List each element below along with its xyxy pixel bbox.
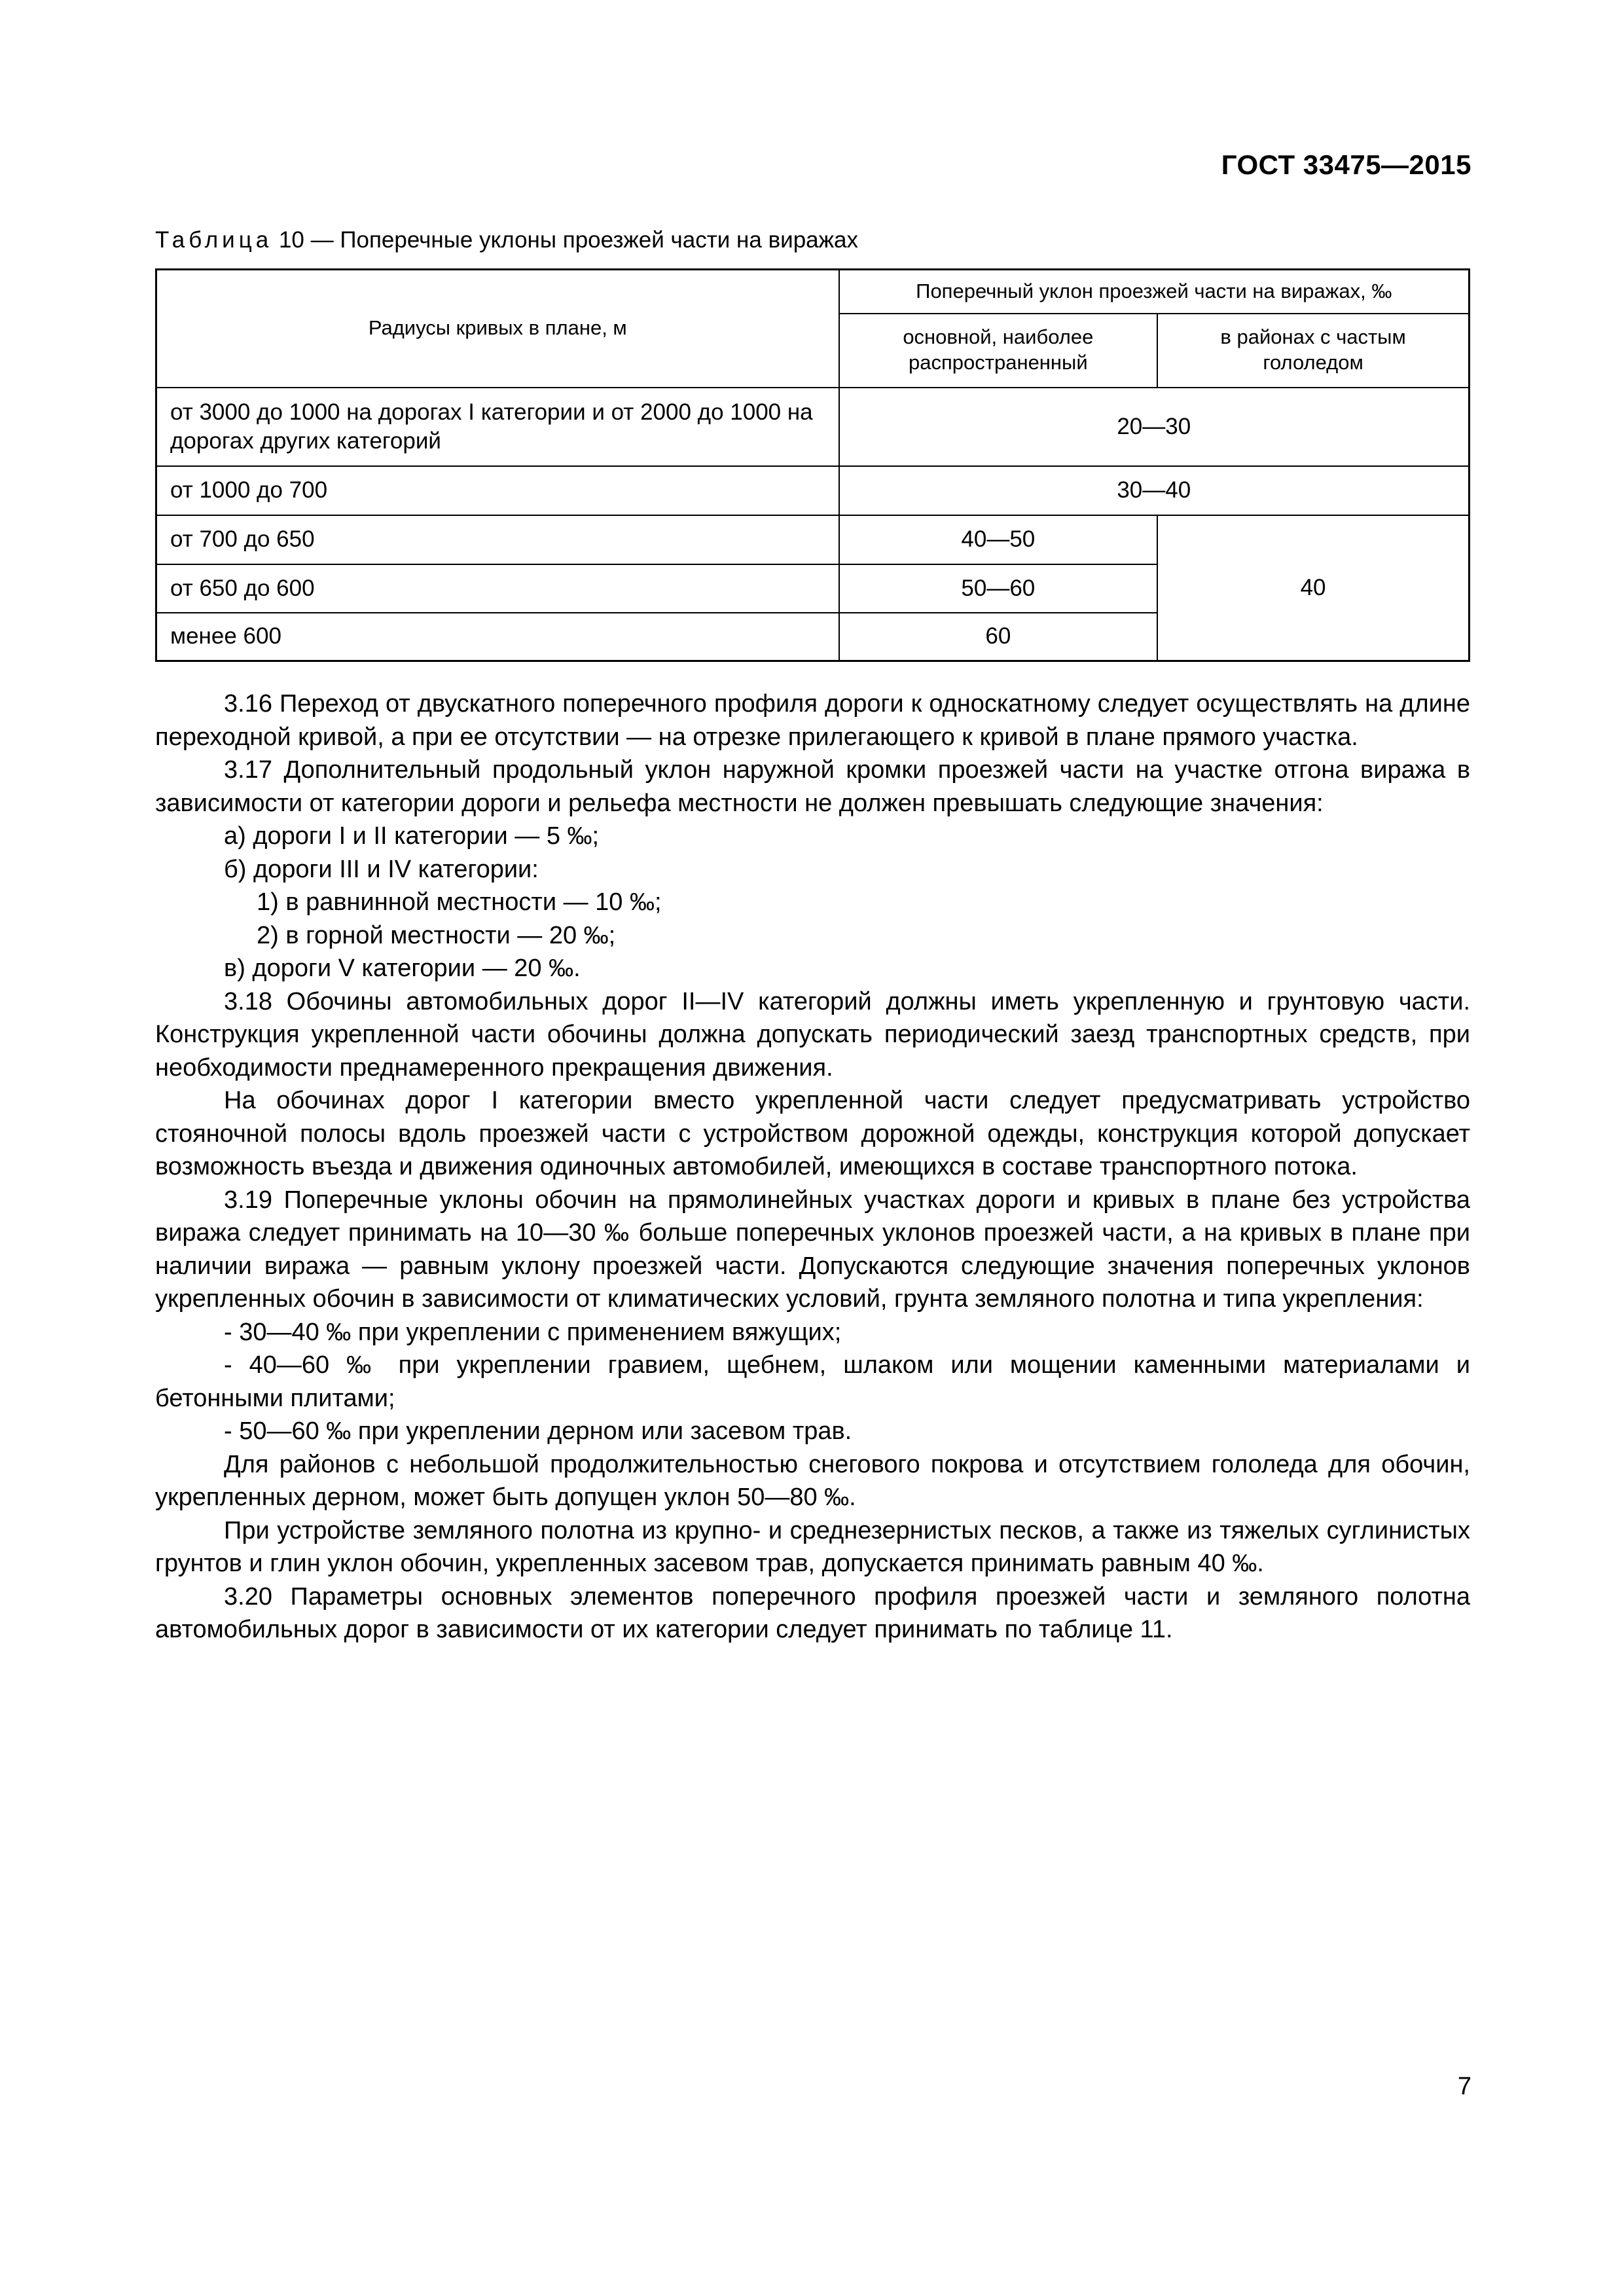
cell-radius: от 1000 до 700	[156, 466, 839, 515]
cell-radius: от 3000 до 1000 на дорогах I категории и от 2000 до 1000 на дорогах других категорий	[156, 388, 839, 466]
table-row	[156, 466, 1470, 515]
table-caption	[155, 227, 858, 253]
paragraph-3-18: 3.18 Обочины автомобильных дорог II—IV категорий должны иметь укрепленную и грунтовую части. Конструкция укрепленной части обочины должна допускать периодический заезд транспортных средств, при необходимости преднамеренного прекращения движения.	[155, 987, 1470, 1082]
cell-value: 30—40	[839, 466, 1470, 515]
header-radius: Радиусы кривых в плане, м	[156, 270, 839, 388]
table-caption-label: Таблица	[155, 227, 273, 253]
cell-value: 60	[839, 613, 1158, 661]
paragraph-3-20: 3.20 Параметры основных элементов поперечного профиля проезжей части и земляного полотна автомобильных дорог в зависимости от их категории следует принимать по таблице 11.	[155, 1582, 1470, 1643]
header-slope-group: Поперечный уклон проезжей части на виражах, ‰	[839, 270, 1470, 314]
cell-ice-merged: 40	[1157, 515, 1469, 661]
paragraph-3-19: 3.19 Поперечные уклоны обочин на прямолинейных участках дороги и кривых в плане без устройства виража следует принимать на 10—30 ‰ больше поперечных уклонов проезжей части, а на кривых в плане при наличии виража — равным уклону проезжей части. Допускаются следующие значения поперечных уклонов укрепленных обочин в зависимости от климатических условий, грунта земляного полотна и типа укрепления:	[155, 1186, 1470, 1313]
list-item: 1) в равнинной местности — 10 ‰;	[257, 888, 662, 916]
dash-item: - 40—60 ‰ при укреплении гравием, щебнем, шлаком или мощении каменными материалами и бетонными плитами;	[155, 1351, 1470, 1412]
paragraph-3-17: 3.17 Дополнительный продольный уклон наружной кромки проезжей части на участке отгона виража в зависимости от категории дороги и рельефа местности не должен превышать следующие значения:	[155, 756, 1470, 817]
list-item: 2) в горной местности — 20 ‰;	[257, 921, 616, 949]
header-ice: в районах с частым гололедом	[1157, 314, 1469, 388]
cell-radius: от 700 до 650	[156, 515, 839, 564]
cell-value: 40—50	[839, 515, 1158, 564]
slope-table	[155, 268, 1470, 662]
dash-item: - 50—60 ‰ при укреплении дерном или засевом трав.	[224, 1417, 852, 1445]
page-number: 7	[1457, 2073, 1471, 2100]
table-row	[156, 515, 1470, 564]
paragraph: На обочинах дорог I категории вместо укрепленной части следует предусматривать устройство стояночной полосы вдоль проезжей части с устройством дорожной одежды, конструкция которой допускает возможность въезда и движения одиночных автомобилей, имеющихся в составе транспортного потока.	[155, 1087, 1470, 1180]
cell-radius: менее 600	[156, 613, 839, 661]
document-code: ГОСТ 33475—2015	[1221, 149, 1471, 180]
list-item: б) дороги III и IV категории:	[224, 855, 539, 883]
list-item: в) дороги V категории — 20 ‰.	[224, 955, 581, 982]
header-main: основной, наиболее распространенный	[839, 314, 1158, 388]
body-text	[155, 687, 1470, 1647]
table-row	[156, 388, 1470, 466]
cell-radius: от 650 до 600	[156, 564, 839, 613]
table-caption-text: 10 — Поперечные уклоны проезжей части на виражах	[278, 227, 859, 253]
cell-value: 20—30	[839, 388, 1470, 466]
list-item: а) дороги I и II категории — 5 ‰;	[224, 822, 600, 850]
dash-item: - 30—40 ‰ при укреплении с применением вяжущих;	[224, 1318, 842, 1346]
paragraph-3-16: 3.16 Переход от двускатного поперечного профиля дороги к односкатному следует осуществлять на длине переходной кривой, а при ее отсутствии — на отрезке прилегающего к кривой в плане прямого участка.	[155, 690, 1470, 751]
cell-value: 50—60	[839, 564, 1158, 613]
paragraph: При устройстве земляного полотна из крупно- и среднезернистых песков, а также из тяжелых суглинистых грунтов и глин уклон обочин, укрепленных засевом трав, допускается принимать равным 40 ‰.	[155, 1516, 1470, 1577]
paragraph: Для районов с небольшой продолжительностью снегового покрова и отсутствием гололеда для обочин, укрепленных дерном, может быть допущен уклон 50—80 ‰.	[155, 1450, 1470, 1511]
